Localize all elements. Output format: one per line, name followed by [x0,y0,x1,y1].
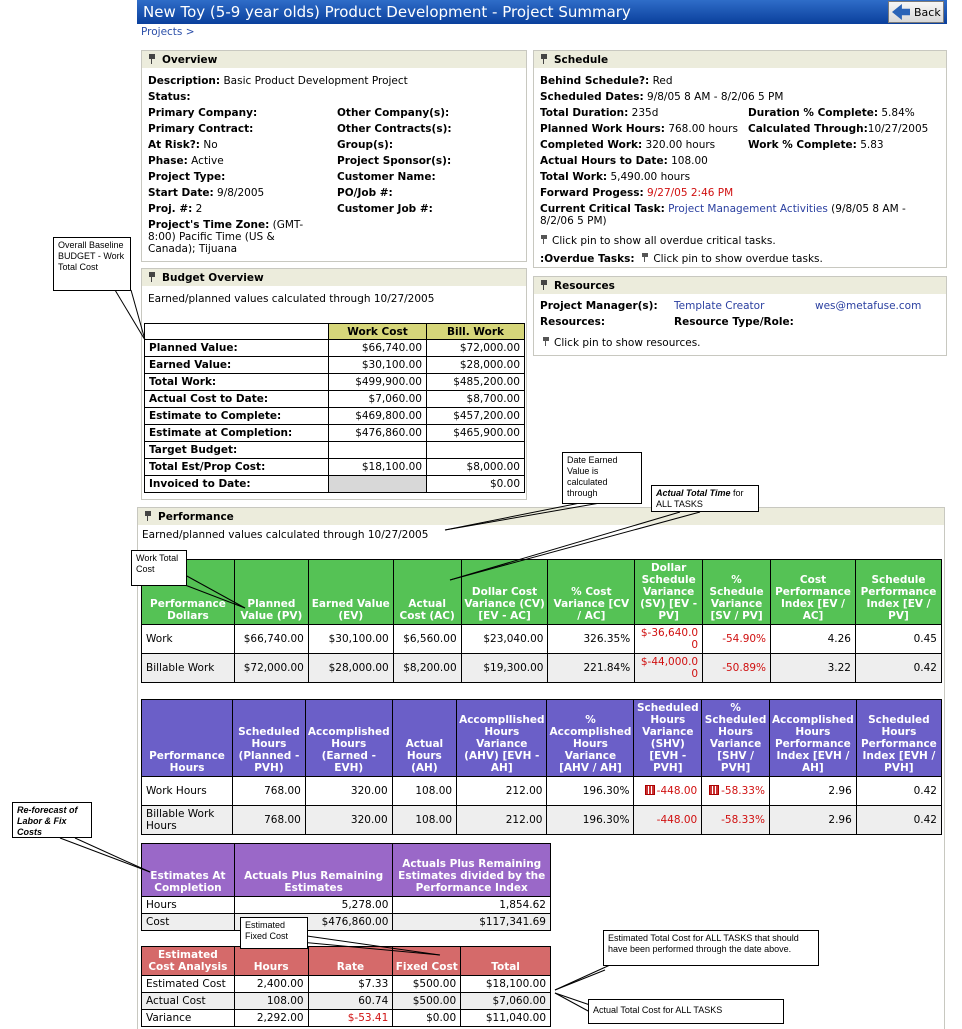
field-row: Customer Job #: [337,203,433,215]
table-cell: $-44,000.00 [635,654,703,683]
table-cell: 0.42 [855,654,941,683]
table-row [142,560,942,625]
callout-actual-total: Actual Total Cost for ALL TASKS [588,999,784,1024]
schedule-header: Schedule [534,51,946,68]
table-cell: $476,860.00 [329,425,427,442]
table-cell: 0.45 [855,625,941,654]
table-cell: $28,000.00 [427,357,525,374]
table-cell: 108.00 [392,806,456,835]
table-cell: 326.35% [548,625,635,654]
column-header: % Schedule Variance [SV / PV] [703,560,771,625]
table-cell: Planned Value: [145,340,329,357]
estimates-table [141,843,551,931]
table-cell: Work Hours [142,777,233,806]
pin-icon[interactable] [148,272,156,282]
table-cell: 0.42 [856,777,941,806]
column-header: Scheduled Hours Variance (SHV) [EVH - PVH] [634,700,702,777]
table-cell: 2.96 [769,777,856,806]
field-row: Status: [148,91,191,103]
table-cell: Cost [142,914,235,931]
column-header: Estimated Cost Analysis [142,947,235,976]
table-cell [329,442,427,459]
field-row: Forward Progess: 9/27/05 2:46 PM [540,187,734,199]
table-row [142,897,551,914]
schedule-panel [533,50,947,268]
field-row: :Overdue Tasks: Click pin to show overdue tasks. [540,253,823,265]
table-cell: $28,000.00 [308,654,393,683]
table-row [142,914,551,931]
field-row: Work % Complete: 5.83 [748,139,884,151]
table-row [142,700,942,777]
table-cell: -50.89% [703,654,771,683]
table-cell: 0.42 [856,806,941,835]
column-header: Fixed Cost [393,947,461,976]
resources-panel [533,276,947,356]
column-header: Actual Hours (AH) [392,700,456,777]
field-row: Project Type: [148,171,226,183]
column-header: % Accomplished Hours Variance [AHV / AH] [547,700,634,777]
pin-critical-icon[interactable] [540,235,548,244]
field-row: Resources: [540,316,606,328]
table-row [142,976,551,993]
table-cell: $8,200.00 [393,654,461,683]
table-cell: 2,292.00 [234,1010,308,1027]
calendar-icon [709,785,719,795]
field-row: Primary Contract: [148,123,254,135]
performance-header: Performance [138,508,944,525]
column-header: Actuals Plus Remaining Estimates [234,844,393,897]
table-cell: $11,040.00 [461,1010,551,1027]
table-cell: 768.00 [233,806,306,835]
table-cell: 2.96 [769,806,856,835]
field-row: Duration % Complete: 5.84% [748,107,915,119]
table-cell: Work [142,625,235,654]
table-row [142,654,942,683]
column-header: Planned Value (PV) [234,560,308,625]
column-header: Performance Hours [142,700,233,777]
overview-header: Overview [142,51,526,68]
table-cell: $72,000.00 [427,340,525,357]
table-row [142,993,551,1010]
table-cell: Variance [142,1010,235,1027]
table-cell: Hours [142,897,235,914]
performance-dollars-table [141,559,942,683]
table-cell: Invoiced to Date: [145,476,329,493]
table-cell: 768.00 [233,777,306,806]
table-row [145,425,525,442]
column-header: Scheduled Hours (Planned - PVH) [233,700,306,777]
field-row: Scheduled Dates: 9/8/05 8 AM - 8/2/06 5 PM [540,91,784,103]
table-cell: 3.22 [771,654,856,683]
field-row: 8:00) Pacific Time (US & [148,231,275,243]
table-cell: Estimate at Completion: [145,425,329,442]
field-row: Customer Name: [337,171,436,183]
field-row: Planned Work Hours: 768.00 hours [540,123,738,135]
field-row: At Risk?: No [148,139,218,151]
column-header: % Scheduled Hours Variance [SHV / PVH] [702,700,770,777]
table-cell: $18,100.00 [329,459,427,476]
field-row: Project Sponsor(s): [337,155,452,167]
table-row [142,806,942,835]
field-row: Phase: Active [148,155,224,167]
pin-resources-icon[interactable] [542,337,550,346]
table-row [142,947,551,976]
callout-est-fixed: Estimated Fixed Cost [240,917,308,949]
table-cell [329,476,427,493]
field-row: Calculated Through:10/27/2005 [748,123,929,135]
field-row: Total Work: 5,490.00 hours [540,171,691,183]
table-cell: $8,700.00 [427,391,525,408]
table-row [145,459,525,476]
column-header: Dollar Cost Variance (CV) [EV - AC] [461,560,548,625]
field-row: Group(s): [337,139,394,151]
column-header: Dollar Schedule Variance (SV) [EV - PV] [635,560,703,625]
calendar-icon [645,785,655,795]
budget-table [144,323,525,493]
table-cell: 5,278.00 [234,897,393,914]
column-header: Accompllished Hours Variance (AHV) [EVH - AH] [457,700,547,777]
column-header: Bill. Work [427,324,525,340]
callout-est-total: Estimated Total Cost for ALL TASKS that should have been performed through the date above. [603,930,819,966]
table-row [142,777,942,806]
column-header: Earned Value (EV) [308,560,393,625]
pin-icon[interactable] [540,280,548,290]
table-cell: 221.84% [548,654,635,683]
field-row: Primary Company: [148,107,258,119]
table-cell: $7.33 [308,976,393,993]
pm-email-link[interactable]: wes@metafuse.com [815,300,922,312]
field-row: Start Date: 9/8/2005 [148,187,265,199]
table-cell: Total Est/Prop Cost: [145,459,329,476]
table-cell: Target Budget: [145,442,329,459]
table-cell: $0.00 [427,476,525,493]
table-cell: Actual Cost to Date: [145,391,329,408]
table-cell: -448.00 [634,777,702,806]
table-cell: 212.00 [457,806,547,835]
back-label: Back [914,5,941,19]
table-cell: Estimated Cost [142,976,235,993]
field-row: Project Manager(s): [540,300,658,312]
table-cell: $30,100.00 [329,357,427,374]
field-row: Resource Type/Role: [674,316,794,328]
table-cell: $457,200.00 [427,408,525,425]
field-row: Total Duration: 235d [540,107,659,119]
table-cell: $19,300.00 [461,654,548,683]
table-cell: 4.26 [771,625,856,654]
pin-overdue-icon[interactable] [641,253,649,262]
table-cell: -58.33% [702,777,770,806]
table-cell: Estimate to Complete: [145,408,329,425]
critical-task-link[interactable]: Project Management Activities [668,203,828,215]
callout-actual-time: Actual Total Time for ALL TASKS [651,485,759,512]
table-cell: $499,900.00 [329,374,427,391]
resources-header: Resources [534,277,946,294]
table-row [145,442,525,459]
back-button[interactable] [888,1,944,23]
table-cell: Actual Cost [142,993,235,1010]
column-header: Work Cost [329,324,427,340]
title-bar [137,0,947,24]
pin-icon[interactable] [148,54,156,64]
table-cell: 60.74 [308,993,393,1010]
budget-header: Budget Overview [142,269,526,286]
field-row: Actual Hours to Date: 108.00 [540,155,708,167]
table-cell: 1,854.62 [393,897,551,914]
field-row: Behind Schedule?: Red [540,75,673,87]
table-cell: 196.30% [547,806,634,835]
table-cell: -58.33% [702,806,770,835]
callout-date-earned: Date Earned Value is calculated through [562,452,642,504]
table-row [142,625,942,654]
table-cell: $117,341.69 [393,914,551,931]
table-cell: $-53.41 [308,1010,393,1027]
pin-icon[interactable] [144,511,152,521]
table-cell: 108.00 [392,777,456,806]
column-header: Rate [308,947,393,976]
field-row: Click pin to show resources. [542,337,701,349]
table-row [145,324,525,340]
field-row: Description: Basic Product Development Project [148,75,408,87]
table-cell: $18,100.00 [461,976,551,993]
table-row [145,357,525,374]
table-row [142,844,551,897]
table-row [145,340,525,357]
field-row: Project's Time Zone: (GMT- [148,219,304,231]
callout-work-total: Work Total Cost [131,550,187,586]
column-header: Accomplished Hours Performance Index [EVH / AH] [769,700,856,777]
table-cell: $66,740.00 [329,340,427,357]
table-cell: Earned Value: [145,357,329,374]
table-cell: Billable Work [142,654,235,683]
table-row [145,374,525,391]
table-cell: $8,000.00 [427,459,525,476]
table-cell: $7,060.00 [329,391,427,408]
column-header: Schedule Performance Index [EV / PV] [855,560,941,625]
table-cell: $469,800.00 [329,408,427,425]
overview-panel [141,50,527,262]
callout-reforecast: Re-forecast of Labor & Fix Costs [12,802,92,838]
field-row: Completed Work: 320.00 hours [540,139,716,151]
column-header: Estimates At Completion [142,844,235,897]
table-cell: $-36,640.00 [635,625,703,654]
column-header: Performance Dollars [142,560,235,625]
column-header: Scheduled Hours Performance Index [EVH / PVH] [856,700,941,777]
table-cell: $23,040.00 [461,625,548,654]
column-header: Accomplished Hours (Earned - EVH) [305,700,392,777]
pin-icon[interactable] [540,54,548,64]
column-header: Cost Performance Index [EV / AC] [771,560,856,625]
column-header: Actual Cost (AC) [393,560,461,625]
callout-baseline: Overall Baseline BUDGET - Work Total Cost [53,237,131,291]
field-row: 8/2/06 5 PM) [540,215,607,227]
table-cell: $30,100.00 [308,625,393,654]
field-row: Click pin to show all overdue critical tasks. [540,235,776,247]
page-title: New Toy (5-9 year olds) Product Development - Project Summary [143,3,631,21]
table-cell: $500.00 [393,976,461,993]
column-header: Actuals Plus Remaining Estimates divided by the Performance Index [393,844,551,897]
table-cell: $476,860.00 [234,914,393,931]
pm-link[interactable]: Template Creator [674,300,765,312]
field-row: Other Contracts(s): [337,123,452,135]
back-arrow-icon [892,4,910,20]
table-cell: $72,000.00 [234,654,308,683]
field-row: Proj. #: 2 [148,203,203,215]
column-header: Total [461,947,551,976]
table-cell: 108.00 [234,993,308,1010]
table-cell: 320.00 [305,806,392,835]
table-cell: -448.00 [634,806,702,835]
table-cell: $485,200.00 [427,374,525,391]
column-header [145,324,329,340]
table-cell: -54.90% [703,625,771,654]
table-row [142,1010,551,1027]
table-cell: $7,060.00 [461,993,551,1010]
table-row [145,476,525,493]
table-cell: $465,900.00 [427,425,525,442]
field-row: Canada); Tijuana [148,243,238,255]
table-cell: $6,560.00 [393,625,461,654]
column-header: % Cost Variance [CV / AC] [548,560,635,625]
table-cell: $500.00 [393,993,461,1010]
performance-hours-table [141,699,942,835]
breadcrumb[interactable]: Projects > [141,26,195,38]
field-row: PO/Job #: [337,187,393,199]
table-row [145,408,525,425]
table-cell: $0.00 [393,1010,461,1027]
table-cell: 2,400.00 [234,976,308,993]
table-cell: 320.00 [305,777,392,806]
table-cell: Billable Work Hours [142,806,233,835]
table-cell: 212.00 [457,777,547,806]
table-cell: 196.30% [547,777,634,806]
table-row [145,391,525,408]
cost-analysis-table [141,946,551,1027]
table-cell: $66,740.00 [234,625,308,654]
table-cell: Total Work: [145,374,329,391]
field-row: Earned/planned values calculated through 10/27/2005 [142,529,429,541]
field-row: Current Critical Task: Project Management Activities (9/8/05 8 AM - [540,203,906,215]
table-cell [427,442,525,459]
field-row: Other Company(s): [337,107,450,119]
column-header: Hours [234,947,308,976]
field-row: Earned/planned values calculated through 10/27/2005 [148,293,435,305]
